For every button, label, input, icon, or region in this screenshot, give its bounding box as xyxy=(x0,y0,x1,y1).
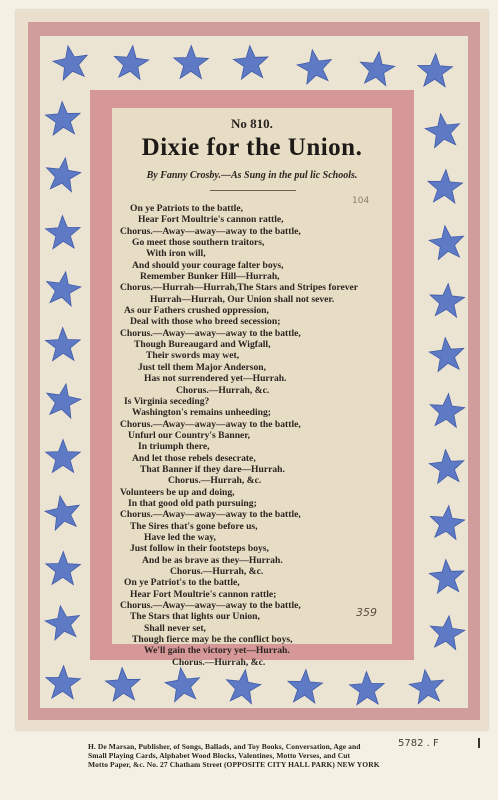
star-icon xyxy=(347,669,386,708)
title-rule xyxy=(210,190,296,191)
lyric-line: Chorus.—Hurrah, &c. xyxy=(168,475,262,487)
lyric-line: Shall never set, xyxy=(144,622,206,634)
lyric-line: Though Bureaugard and Wigfall, xyxy=(134,339,271,351)
star-icon xyxy=(426,446,467,487)
star-icon xyxy=(426,502,468,544)
lyric-line: The Sires that's gone before us, xyxy=(130,520,258,532)
song-byline: By Fanny Crosby.—As Sung in the pul lic Schools. xyxy=(146,170,358,181)
lyric-line: Hurrah—Hurrah, Our Union shall not sever. xyxy=(150,293,335,305)
lyric-line: Chorus.—Away—away—away to the battle, xyxy=(120,327,301,339)
star-icon xyxy=(426,222,468,264)
star-icon xyxy=(427,557,468,598)
star-icon xyxy=(49,41,93,85)
imprint-line: H. De Marsan, Publisher, of Songs, Ballads, and Toy Books, Conversation, Age and xyxy=(88,742,361,751)
lyric-line: Hear Fort Moultrie's cannon rattle, xyxy=(138,214,284,226)
lyric-line: And be as brave as they—Hurrah. xyxy=(142,554,283,566)
song-number: No 810. xyxy=(231,116,273,131)
star-icon xyxy=(103,665,143,705)
lyric-line: Has not surrendered yet—Hurrah. xyxy=(144,373,287,385)
star-icon xyxy=(422,110,465,153)
star-icon xyxy=(406,666,448,708)
star-icon xyxy=(356,48,398,90)
lyric-line: Volunteers be up and doing, xyxy=(120,486,235,498)
star-icon xyxy=(41,267,84,310)
lyric-line: Have led the way, xyxy=(144,531,216,543)
star-icon xyxy=(41,491,85,535)
lyric-line: On ye Patriot's to the battle, xyxy=(124,577,240,589)
imprint-line: Small Playing Cards, Alphabet Wood Blocks, Valentines, Motto Verses, and Cut xyxy=(88,751,351,760)
lyric-line: Chorus.—Away—away—away to the battle, xyxy=(120,509,301,521)
lyric-line: Chorus.—Away—away—away to the battle, xyxy=(120,418,301,430)
lyric-line: Chorus.—Hurrah—Hurrah,The Stars and Stripes forever xyxy=(120,282,359,294)
lyric-line: Chorus.—Away—away—away to the battle, xyxy=(120,600,301,612)
star-icon xyxy=(426,612,468,654)
lyric-line: Though fierce may be the conflict boys, xyxy=(132,634,293,646)
star-icon xyxy=(222,666,265,709)
lyric-line: Just tell them Major Anderson, xyxy=(138,361,266,373)
star-icon xyxy=(293,45,336,88)
lyric-line: Chorus.—Hurrah, &c. xyxy=(172,656,266,668)
star-icon xyxy=(426,334,468,376)
star-icon xyxy=(285,667,325,707)
star-icon xyxy=(43,663,82,702)
star-icon xyxy=(415,51,454,90)
star-icon xyxy=(110,42,152,84)
lyric-line: Deal with those who breed secession; xyxy=(130,316,281,328)
star-icon xyxy=(162,664,205,707)
lyric-line: Hear Fort Moultrie's cannon rattle; xyxy=(130,588,277,600)
lyric-line: We'll gain the victory yet—Hurrah. xyxy=(144,645,290,657)
lyric-line: Chorus.—Hurrah, &c. xyxy=(170,566,264,577)
imprint-line: Motto Paper, &c. No. 27 Chatham Street (OPPOSITE CITY HALL PARK) NEW YORK xyxy=(88,760,380,769)
lyric-line: The Stars that lights our Union, xyxy=(130,611,260,623)
pencil-note-bottom: 359 xyxy=(356,606,377,619)
edge-mark xyxy=(478,738,480,748)
lyric-line: Chorus.—Hurrah, &c. xyxy=(176,384,270,396)
song-title: Dixie for the Union. xyxy=(141,134,363,161)
lyric-line: And should your courage falter boys, xyxy=(132,259,284,271)
lyric-line: Their swords may wet, xyxy=(146,350,240,362)
star-icon xyxy=(426,390,467,431)
catalog-mark: 5782 . F xyxy=(398,738,439,749)
lyric-line: Remember Bunker Hill—Hurrah, xyxy=(140,271,280,283)
lyric-line: Just follow in their footsteps boys, xyxy=(130,543,269,555)
lyric-line: Washington's remains unheeding; xyxy=(132,407,271,419)
lyric-line: In triumph there, xyxy=(138,441,210,453)
star-icon xyxy=(427,281,468,322)
star-icon xyxy=(44,550,83,589)
star-icon xyxy=(231,43,272,84)
star-icon xyxy=(172,44,211,83)
lyric-line: On ye Patriots to the battle, xyxy=(130,203,243,214)
lyric-line: Is Virginia seceding? xyxy=(124,395,210,407)
lyric-line: Go meet those southern traitors, xyxy=(132,237,265,249)
star-icon xyxy=(41,601,84,644)
lyric-line: Chorus.—Away—away—away to the battle, xyxy=(120,225,301,237)
star-icon xyxy=(41,379,85,423)
lyric-line: As our Fathers crushed oppression, xyxy=(124,305,269,317)
star-icon xyxy=(44,438,82,476)
lyric-line: With iron will, xyxy=(146,248,206,260)
lyric-line: In that good old path pursuing; xyxy=(128,497,257,509)
star-icon xyxy=(42,154,85,197)
star-icon xyxy=(43,213,82,252)
lyric-line: Unfurl our Country's Banner, xyxy=(128,429,251,441)
lyric-line: And let those rebels desecrate, xyxy=(132,452,256,464)
lyric-line: That Banner if they dare—Hurrah. xyxy=(140,463,285,475)
star-icon xyxy=(425,167,465,207)
star-icon xyxy=(44,326,83,365)
star-icon xyxy=(43,99,83,139)
lyrics xyxy=(120,203,390,668)
pencil-note-top: 104 xyxy=(352,196,370,206)
